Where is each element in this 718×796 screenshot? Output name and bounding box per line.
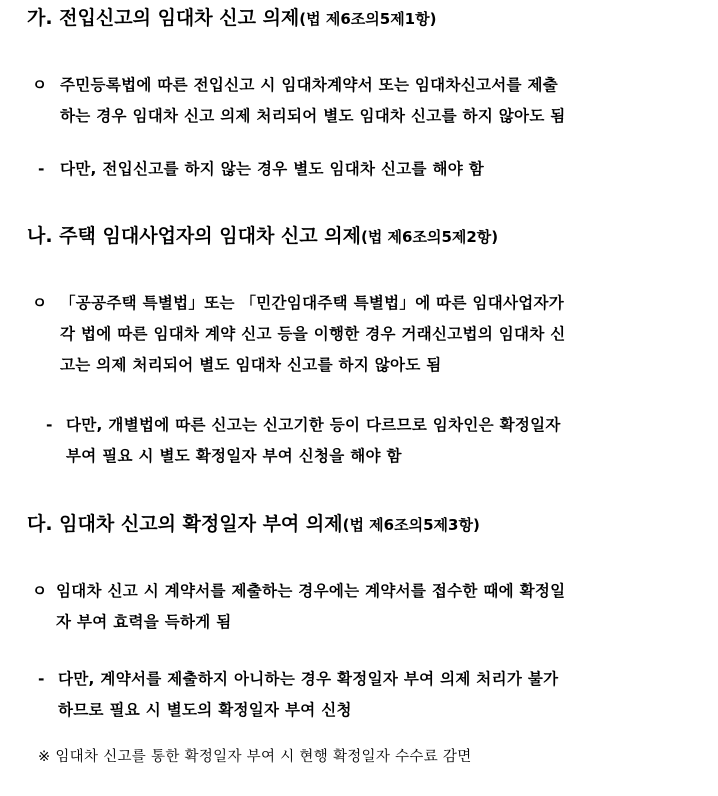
law-reference: (법 제6조의5제2항) (360, 228, 499, 246)
item-line: 하므로 필요 시 별도의 확정일자 부여 신청 (58, 701, 352, 719)
item-line: 임대차 신고 시 계약서를 제출하는 경우에는 계약서를 접수한 때에 확정일 (56, 582, 566, 600)
dash-marker: - (38, 670, 45, 688)
circle-bullet-marker: ㅇ (32, 76, 48, 94)
section-heading-da (27, 512, 707, 537)
item-line: 주민등록법에 따른 전입신고 시 임대차계약서 또는 임대차신고서를 제출 (60, 76, 559, 94)
dash-marker: - (38, 160, 45, 178)
item-line: 부여 필요 시 별도 확정일자 부여 신청을 해야 함 (66, 447, 402, 465)
section-heading-na (27, 224, 707, 249)
item-line: 다만, 개별법에 따른 신고는 신고기한 등이 다르므로 임차인은 확정일자 (66, 416, 561, 434)
circle-bullet-marker: ㅇ (32, 582, 48, 600)
section-title: 가. 전입신고의 임대차 신고 의제 (27, 7, 300, 29)
dash-marker: - (46, 416, 53, 434)
section-title: 다. 임대차 신고의 확정일자 부여 의제 (27, 513, 343, 535)
item-line: 다만, 전입신고를 하지 않는 경우 별도 임대차 신고를 해야 함 (60, 160, 485, 178)
law-reference: (법 제6조의5제1항) (299, 10, 437, 28)
item-line: 각 법에 따른 임대차 계약 신고 등을 이행한 경우 거래신고법의 임대차 신 (60, 325, 566, 343)
section-heading-ga (27, 6, 707, 31)
section-title: 나. 주택 임대사업자의 임대차 신고 의제 (27, 225, 361, 247)
footnote: ※ 임대차 신고를 통한 확정일자 부여 시 현행 확정일자 수수료 감면 (38, 749, 472, 765)
item-line: 「공공주택 특별법」또는 「민간임대주택 특별법」에 따른 임대사업자가 (60, 294, 565, 312)
item-line: 자 부여 효력을 득하게 됨 (56, 613, 232, 631)
item-line: 다만, 계약서를 제출하지 아니하는 경우 확정일자 부여 의제 처리가 불가 (58, 670, 559, 688)
law-reference: (법 제6조의5제3항) (342, 516, 480, 534)
item-line: 고는 의제 처리되어 별도 임대차 신고를 하지 않아도 됨 (60, 356, 442, 374)
circle-bullet-marker: ㅇ (32, 294, 48, 312)
item-line: 하는 경우 임대차 신고 의제 처리되어 별도 임대차 신고를 하지 않아도 됨 (60, 107, 566, 125)
